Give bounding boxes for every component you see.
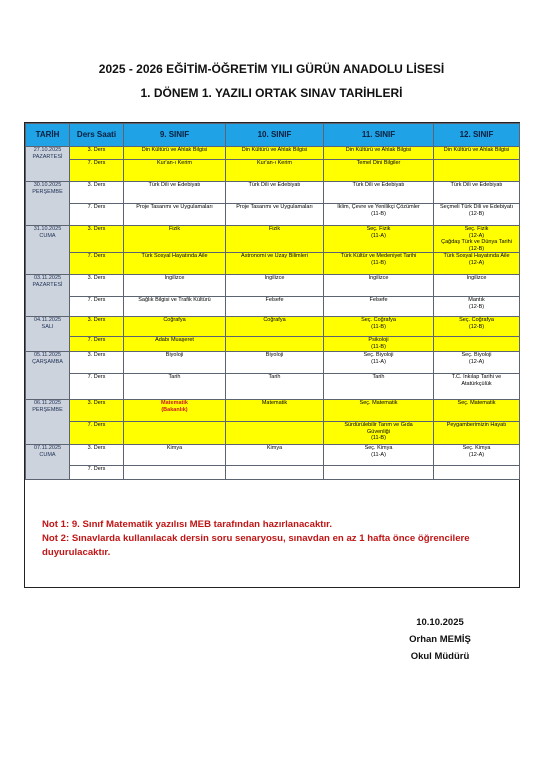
exam-date: 07.11.2025 <box>33 445 62 451</box>
lesson-hour: 7. Ders <box>70 422 124 445</box>
exam-date: 31.10.2025 <box>33 226 62 232</box>
subject-cell-grade-11 <box>324 466 434 480</box>
subject-cell-grade-9: Biyoloji <box>124 352 226 374</box>
subject-cell-grade-9 <box>124 466 226 480</box>
subject-cell-grade-12: Seç. Fizik (12-A) Çağdaş Türk ve Dünya Tarihi (12-B) <box>434 226 520 253</box>
subject-cell-grade-11: Temel Dini Bilgiler <box>324 160 434 182</box>
subject-cell-grade-12: Din Kültürü ve Ahlak Bilgisi <box>434 147 520 160</box>
exam-date: 27.10.2025 <box>33 147 62 153</box>
table-row <box>26 226 520 253</box>
header-grade-10: 10. SINIF <box>226 124 324 147</box>
lesson-hour: 3. Ders <box>70 182 124 204</box>
subject-cell-grade-10: Tarih <box>226 374 324 400</box>
subject-cell-grade-10 <box>226 422 324 445</box>
subject-cell-grade-12: T.C. İnkılap Tarihi ve Atatürkçülük <box>434 374 520 400</box>
date-cell <box>26 317 70 352</box>
table-row <box>26 297 520 317</box>
lesson-hour: 3. Ders <box>70 317 124 337</box>
subject-cell-grade-12 <box>434 466 520 480</box>
subject-cell-grade-11: Sürdürülebilir Tarım ve Gıda Güvenliği (11-B) <box>324 422 434 445</box>
exam-date: 30.10.2025 <box>33 182 62 188</box>
table-header-row <box>26 124 520 147</box>
table-row <box>26 337 520 352</box>
subject-cell-grade-9: Türk Sosyal Hayatında Aile <box>124 253 226 275</box>
subject-cell-grade-12: Türk Dili ve Edebiyatı <box>434 182 520 204</box>
table-row <box>26 352 520 374</box>
subject-cell-grade-12 <box>434 160 520 182</box>
lesson-hour: 7. Ders <box>70 337 124 352</box>
lesson-hour: 3. Ders <box>70 226 124 253</box>
table-row <box>26 400 520 422</box>
table-row <box>26 160 520 182</box>
table-row <box>26 374 520 400</box>
subject-cell-grade-11: Türk Dili ve Edebiyatı <box>324 182 434 204</box>
header-grade-9: 9. SINIF <box>124 124 226 147</box>
subject-cell-grade-9: Kimya <box>124 445 226 466</box>
subject-cell-grade-10: Felsefe <box>226 297 324 317</box>
subject-cell-grade-9: Türk Dili ve Edebiyatı <box>124 182 226 204</box>
subject-cell-grade-12: Seç. Kimya (12-A) <box>434 445 520 466</box>
table-row <box>26 275 520 297</box>
exam-date: 03.11.2025 <box>33 275 62 281</box>
note-2: Not 2: Sınavlarda kullanılacak dersin soru senaryosu, sınavdan en az 1 hafta önce öğrencilere duyurulacaktır. <box>42 533 470 558</box>
subject-cell-grade-11: Din Kültürü ve Ahlak Bilgisi <box>324 147 434 160</box>
subject-cell-grade-11: Seç. Matematik <box>324 400 434 422</box>
exam-weekday: PAZARTESİ <box>32 281 63 288</box>
subject-cell-grade-10: Astronomi ve Uzay Bilimleri <box>226 253 324 275</box>
subject-cell-grade-11: Seç. Fizik (11-A) <box>324 226 434 253</box>
notes <box>42 518 512 560</box>
schedule-body <box>26 147 520 480</box>
subject-cell-grade-10 <box>226 337 324 352</box>
subject-cell-grade-10: Coğrafya <box>226 317 324 337</box>
school-title: 2025 - 2026 EĞİTİM-ÖĞRETİM YILI GÜRÜN ANADOLU LİSESİ <box>98 62 445 76</box>
subject-cell-grade-12: Seçmeli Türk Dili ve Edebiyatı (12-B) <box>434 204 520 226</box>
date-cell <box>26 400 70 445</box>
exam-weekday: PERŞEMBE <box>32 188 63 195</box>
table-row <box>26 253 520 275</box>
principal-role: Okul Müdürü <box>410 651 470 662</box>
lesson-hour: 7. Ders <box>70 204 124 226</box>
subject-cell-grade-12: Seç. Coğrafya (12-B) <box>434 317 520 337</box>
date-cell <box>26 147 70 182</box>
exam-weekday: ÇARŞAMBA <box>32 358 63 365</box>
date-cell <box>26 445 70 480</box>
lesson-hour: 3. Ders <box>70 352 124 374</box>
subject-cell-grade-11: Türk Kültür ve Medeniyet Tarihi (11-B) <box>324 253 434 275</box>
subject-cell-grade-10: Kur'an-ı Kerim <box>226 160 324 182</box>
subject-cell-grade-9: Kur'an-ı Kerim <box>124 160 226 182</box>
subject-cell-grade-9: Tarih <box>124 374 226 400</box>
subject-cell-grade-9: İngilizce <box>124 275 226 297</box>
exam-schedule-title: 1. DÖNEM 1. YAZILI ORTAK SINAV TARİHLERİ <box>140 86 403 100</box>
table-row <box>26 182 520 204</box>
note-1: Not 1: 9. Sınıf Matematik yazılısı MEB tarafından hazırlanacaktır. <box>42 519 333 530</box>
subject-cell-grade-10: Türk Dili ve Edebiyatı <box>226 182 324 204</box>
lesson-hour: 7. Ders <box>70 253 124 275</box>
subject-cell-grade-10: Fizik <box>226 226 324 253</box>
subject-cell-grade-12 <box>434 337 520 352</box>
subject-cell-grade-12: Seç. Matematik <box>434 400 520 422</box>
header-grade-11: 11. SINIF <box>324 124 434 147</box>
subject-cell-grade-11: İklim, Çevre ve Yenilikçi Çözümler (11-B) <box>324 204 434 226</box>
subject-cell-grade-12: Seç. Biyoloji (12-A) <box>434 352 520 374</box>
subject-cell-grade-10: Matematik <box>226 400 324 422</box>
subject-cell-grade-9: Adabı Muaşeret <box>124 337 226 352</box>
exam-date: 04.11.2025 <box>33 317 62 323</box>
subject-cell-grade-12: Türk Sosyal Hayatında Aile (12-A) <box>434 253 520 275</box>
subject-cell-grade-10: İngilizce <box>226 275 324 297</box>
subject-cell-grade-9: Fizik <box>124 226 226 253</box>
lesson-hour: 3. Ders <box>70 445 124 466</box>
exam-date: 06.11.2025 <box>33 400 62 406</box>
subject-cell-grade-11: İngilizce <box>324 275 434 297</box>
lesson-hour: 7. Ders <box>70 160 124 182</box>
principal-name: Orhan MEMİŞ <box>409 634 471 645</box>
table-row <box>26 317 520 337</box>
header-hour: Ders Saati <box>70 124 124 147</box>
date-cell <box>26 226 70 275</box>
date-cell <box>26 352 70 400</box>
subject-cell-grade-10: Biyoloji <box>226 352 324 374</box>
subject-cell-grade-11: Seç. Kimya (11-A) <box>324 445 434 466</box>
subject-cell-grade-11: Felsefe <box>324 297 434 317</box>
subject-cell-grade-9: Coğrafya <box>124 317 226 337</box>
subject-cell-grade-11: Seç. Biyoloji (11-A) <box>324 352 434 374</box>
subject-cell-grade-11: Seç. Coğrafya (11-B) <box>324 317 434 337</box>
subject-cell-grade-11: Psikoloji (11-B) <box>324 337 434 352</box>
exam-date: 05.11.2025 <box>33 352 62 358</box>
subject-cell-grade-10 <box>226 466 324 480</box>
subject-cell-grade-9: Matematik (Bakanlık) <box>124 400 226 422</box>
subject-cell-grade-12: Peygamberimizin Hayatı <box>434 422 520 445</box>
table-row <box>26 445 520 466</box>
subject-cell-grade-10: Kimya <box>226 445 324 466</box>
date-cell <box>26 182 70 226</box>
subject-cell-grade-9: Sağlık Bilgisi ve Trafik Kültürü <box>124 297 226 317</box>
exam-weekday: SALI <box>41 323 54 330</box>
lesson-hour: 7. Ders <box>70 374 124 400</box>
table-row <box>26 204 520 226</box>
subject-cell-grade-12: İngilizce <box>434 275 520 297</box>
subject-cell-grade-9 <box>124 422 226 445</box>
subject-cell-grade-9: Din Kültürü ve Ahlak Bilgisi <box>124 147 226 160</box>
lesson-hour: 7. Ders <box>70 297 124 317</box>
lesson-hour: 3. Ders <box>70 147 124 160</box>
table-row <box>26 147 520 160</box>
lesson-hour: 3. Ders <box>70 400 124 422</box>
header-grade-12: 12. SINIF <box>434 124 520 147</box>
table-row <box>26 466 520 480</box>
table-row <box>26 422 520 445</box>
header-date: TARİH <box>26 124 70 147</box>
lesson-hour: 7. Ders <box>70 466 124 480</box>
signature-date: 10.10.2025 <box>416 617 464 628</box>
exam-weekday: CUMA <box>39 451 56 458</box>
subject-cell-grade-10: Din Kültürü ve Ahlak Bilgisi <box>226 147 324 160</box>
date-cell <box>26 275 70 317</box>
exam-schedule-table <box>25 123 520 480</box>
subject-cell-grade-11: Tarih <box>324 374 434 400</box>
subject-cell-grade-9: Proje Tasarımı ve Uygulamaları <box>124 204 226 226</box>
exam-weekday: CUMA <box>39 232 56 239</box>
subject-cell-grade-12: Mantık (12-B) <box>434 297 520 317</box>
exam-weekday: PAZARTESİ <box>32 153 63 160</box>
lesson-hour: 3. Ders <box>70 275 124 297</box>
subject-cell-grade-10: Proje Tasarımı ve Uygulamaları <box>226 204 324 226</box>
exam-weekday: PERŞEMBE <box>32 406 63 413</box>
